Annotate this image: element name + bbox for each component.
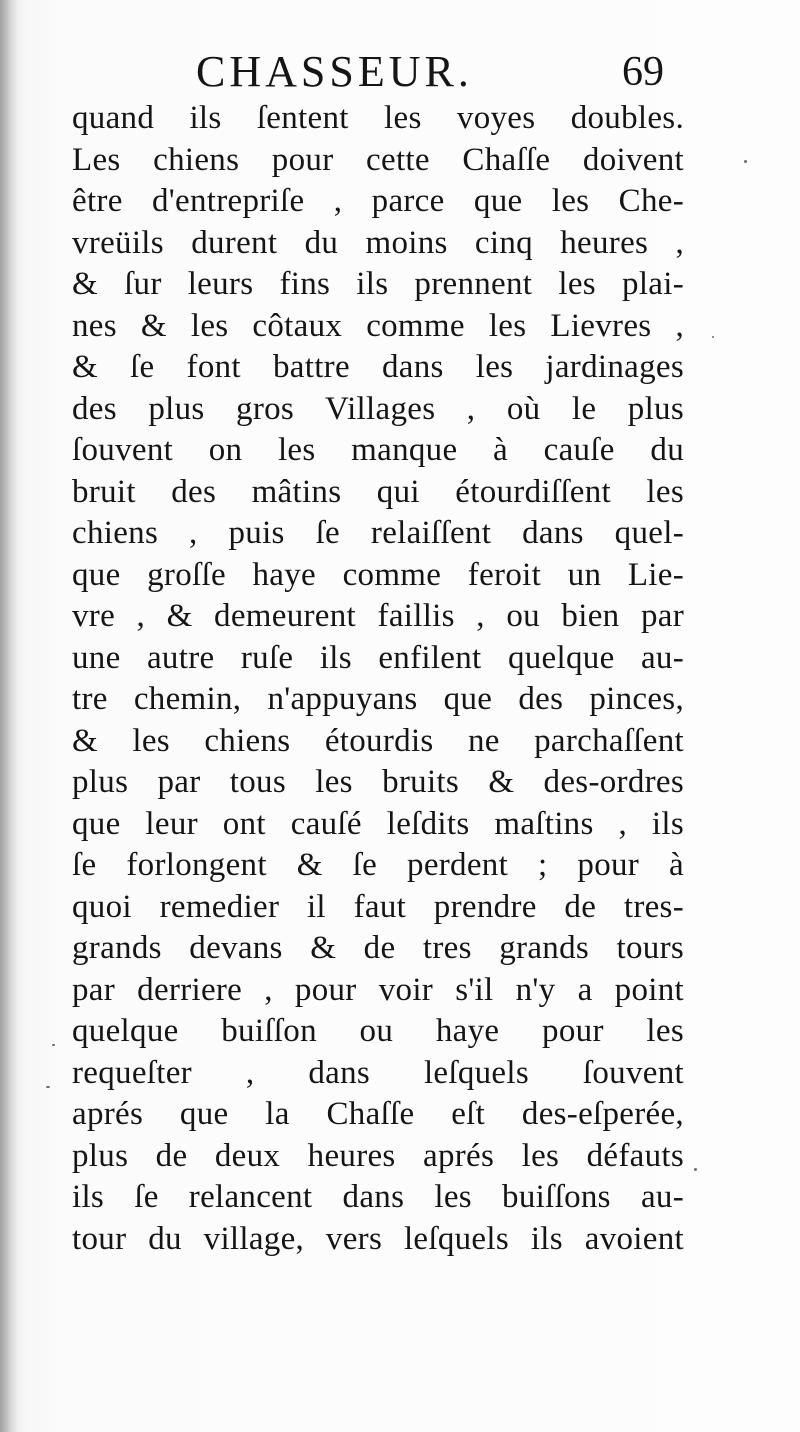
text-line: plus de deux heures aprés les défauts [72, 1137, 684, 1174]
text-line: plus par tous les bruits & des-ordres [72, 764, 684, 800]
text-line: tour du village, vers leſquels ils avoient [72, 1220, 684, 1257]
text-line: que leur ont cauſé leſdits maſtins , ils [72, 805, 684, 842]
text-line: des plus gros Villages , où le plus [72, 390, 684, 427]
text-line: vre , & demeurent faillis , ou bien par [72, 598, 684, 634]
text-line: & les chiens étourdis ne parchaſſent [72, 722, 684, 759]
page-number: 69 [622, 49, 664, 95]
text-line: bruit des mâtins qui étourdiſſent les [72, 473, 684, 510]
paper-speck [52, 1044, 55, 1046]
text-line: ſouvent on les manque à cauſe du [72, 432, 684, 468]
text-line: aprés que la Chaſſe eſt des-eſperée, [72, 1096, 684, 1132]
paper-speck [712, 336, 714, 338]
running-title: CHASSEUR. [196, 47, 473, 96]
paper-speck [744, 160, 747, 163]
text-line: par derriere , pour voir s'il n'y a point [72, 971, 684, 1008]
paper-speck [46, 1086, 50, 1088]
text-line: requeſter , dans leſquels ſouvent [72, 1054, 684, 1091]
text-line: une autre ruſe ils enfilent quelque au- [72, 639, 684, 676]
text-line: ſe forlongent & ſe perdent ; pour à [72, 847, 684, 883]
text-line: ils ſe relancent dans les buiſſons au- [72, 1179, 684, 1215]
text-line: que groſſe haye comme feroit un Lie- [72, 556, 684, 593]
text-line: tre chemin, n'appuyans que des pinces, [72, 681, 684, 717]
paper-speck [694, 1168, 697, 1171]
text-line: & ſe font battre dans les jardinages [72, 349, 684, 385]
text-line: quand ils ſentent les voyes doubles. [72, 100, 684, 136]
text-line: être d'entrepriſe , parce que les Che- [72, 183, 684, 219]
text-line: & ſur leurs fins ils prennent les plai- [72, 266, 684, 302]
text-line: nes & les côtaux comme les Lievres , [72, 307, 684, 344]
text-line: quelque buiſſon ou haye pour les [72, 1013, 684, 1049]
text-line: Les chiens pour cette Chaſſe doivent [72, 141, 684, 178]
text-line: chiens , puis ſe relaiſſent dans quel- [72, 515, 684, 551]
page-header [0, 42, 800, 102]
text-line: grands devans & de tres grands tours [72, 930, 684, 966]
body-text [72, 98, 684, 1260]
text-line: vreüils durent du moins cinq heures , [72, 224, 684, 261]
page-gutter-shadow [0, 0, 18, 1432]
text-line: quoi remedier il faut prendre de tres- [72, 888, 684, 925]
